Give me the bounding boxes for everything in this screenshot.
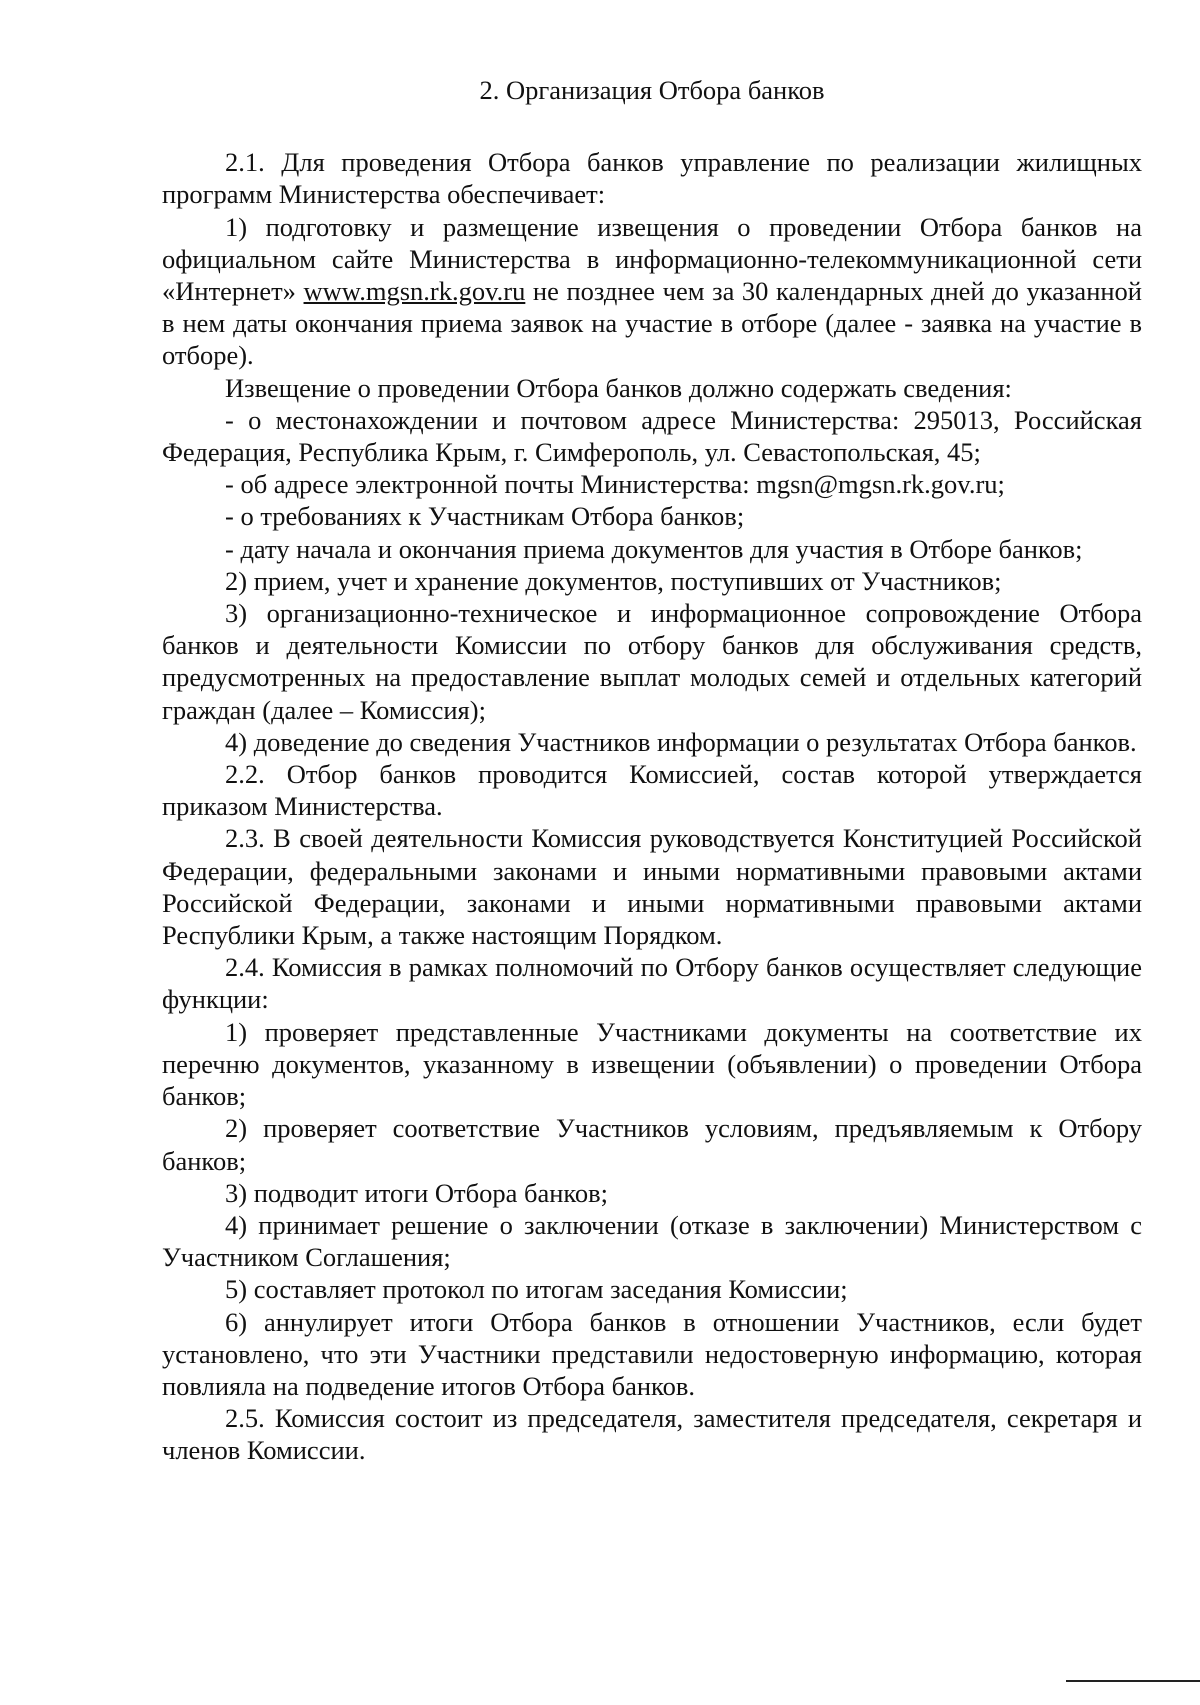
paragraph-text: 1) подготовку и размещение извещения о проведении Отбора банков на официальном сайте Министерства в информационно-телекоммуникационной сети «Интернет»: [162, 211, 1142, 307]
paragraph-text: 2.2. Отбор банков проводится Комиссией, состав которой утверждается приказом Министерства.: [162, 759, 1142, 822]
paragraph-text: 6) аннулирует итоги Отбора банков в отношении Участников, если будет установлено, что эти Участники представили недостоверную информацию, которая повлияла на подведение итогов Отбора банков.: [162, 1306, 1142, 1401]
paragraph: [162, 1016, 1142, 1113]
paragraph: [162, 1177, 1142, 1209]
paragraph-text: 5) составляет протокол по итогам заседания Комиссии;: [225, 1274, 848, 1305]
paragraph: [162, 758, 1142, 822]
paragraph: [162, 1306, 1142, 1403]
paragraph: [162, 468, 1142, 500]
paragraph: [162, 1209, 1142, 1273]
paragraph-text: 3) организационно-техническое и информационное сопровождение Отбора банков и деятельности Комиссии по отбору банков для обслуживания средств, предусмотренных на предоставление выплат молодых семей и отдельных категорий граждан (далее – Комиссия);: [162, 598, 1142, 725]
paragraph: [162, 951, 1142, 1015]
paragraph-text: - дату начала и окончания приема документов для участия в Отборе банков;: [225, 533, 1083, 564]
document-body: [162, 74, 1142, 1467]
paragraph-text: 2.5. Комиссия состоит из председателя, заместителя председателя, секретаря и членов Комиссии.: [162, 1403, 1142, 1466]
paragraph: [162, 565, 1142, 597]
paragraph-text-continued: не позднее чем за 30 календарных дней до указанной в нем даты окончания приема заявок на участие в отборе (далее - заявка на участие в отборе).: [162, 276, 1142, 371]
paragraph: [162, 533, 1142, 565]
paragraph-text: 4) доведение до сведения Участников информации о результатах Отбора банков.: [225, 726, 1137, 757]
paragraph-text: 1) проверяет представленные Участниками документы на соответствие их перечню документов, указанному в извещении (объявлении) о проведении Отбора банков;: [162, 1016, 1142, 1112]
paragraph-list: [162, 146, 1142, 1466]
paragraph-text: - о местонахождении и почтовом адресе Министерства: 295013, Российская Федерация, Республика Крым, г. Симферополь, ул. Севастопольская, 45;: [162, 404, 1142, 468]
paragraph: [162, 1402, 1142, 1466]
section-heading: 2. Организация Отбора банков: [479, 75, 825, 105]
paragraph: [162, 211, 1142, 372]
paragraph-text: Извещение о проведении Отбора банков должно содержать сведения:: [225, 372, 1012, 403]
paragraph: [162, 1112, 1142, 1176]
paragraph-text: 3) подводит итоги Отбора банков;: [225, 1177, 609, 1208]
paragraph: [162, 500, 1142, 532]
paragraph: [162, 726, 1142, 758]
paragraph: [162, 597, 1142, 726]
paragraph-text: 2.4. Комиссия в рамках полномочий по Отбору банков осуществляет следующие функции:: [162, 952, 1142, 1015]
paragraph: [162, 372, 1142, 404]
paragraph-text: 4) принимает решение о заключении (отказе в заключении) Министерством с Участником Соглашения;: [162, 1209, 1142, 1273]
paragraph-text: - об адресе электронной почты Министерства: mgsn@mgsn.rk.gov.ru;: [225, 469, 1005, 500]
page-edge-line: [1066, 1680, 1200, 1682]
paragraph: [162, 404, 1142, 468]
paragraph-text: 2) проверяет соответствие Участников условиям, предъявляемым к Отбору банков;: [162, 1113, 1142, 1176]
paragraph-text: 2) прием, учет и хранение документов, поступивших от Участников;: [225, 565, 1002, 596]
paragraph: [162, 146, 1142, 210]
paragraph-text: 2.3. В своей деятельности Комиссия руководствуется Конституцией Российской Федерации, федеральными законами и иными нормативными правовыми актами Российской Федерации, законами и иными нормативными правовыми актами Республики Крым, а также настоящим Порядком.: [162, 823, 1142, 951]
paragraph-text: - о требованиях к Участникам Отбора банков;: [225, 501, 745, 532]
paragraph-text: 2.1. Для проведения Отбора банков управление по реализации жилищных программ Министерства обеспечивает:: [162, 147, 1142, 210]
paragraph: [162, 822, 1142, 951]
paragraph: [162, 1273, 1142, 1305]
website-link[interactable]: www.mgsn.rk.gov.ru: [303, 276, 526, 307]
